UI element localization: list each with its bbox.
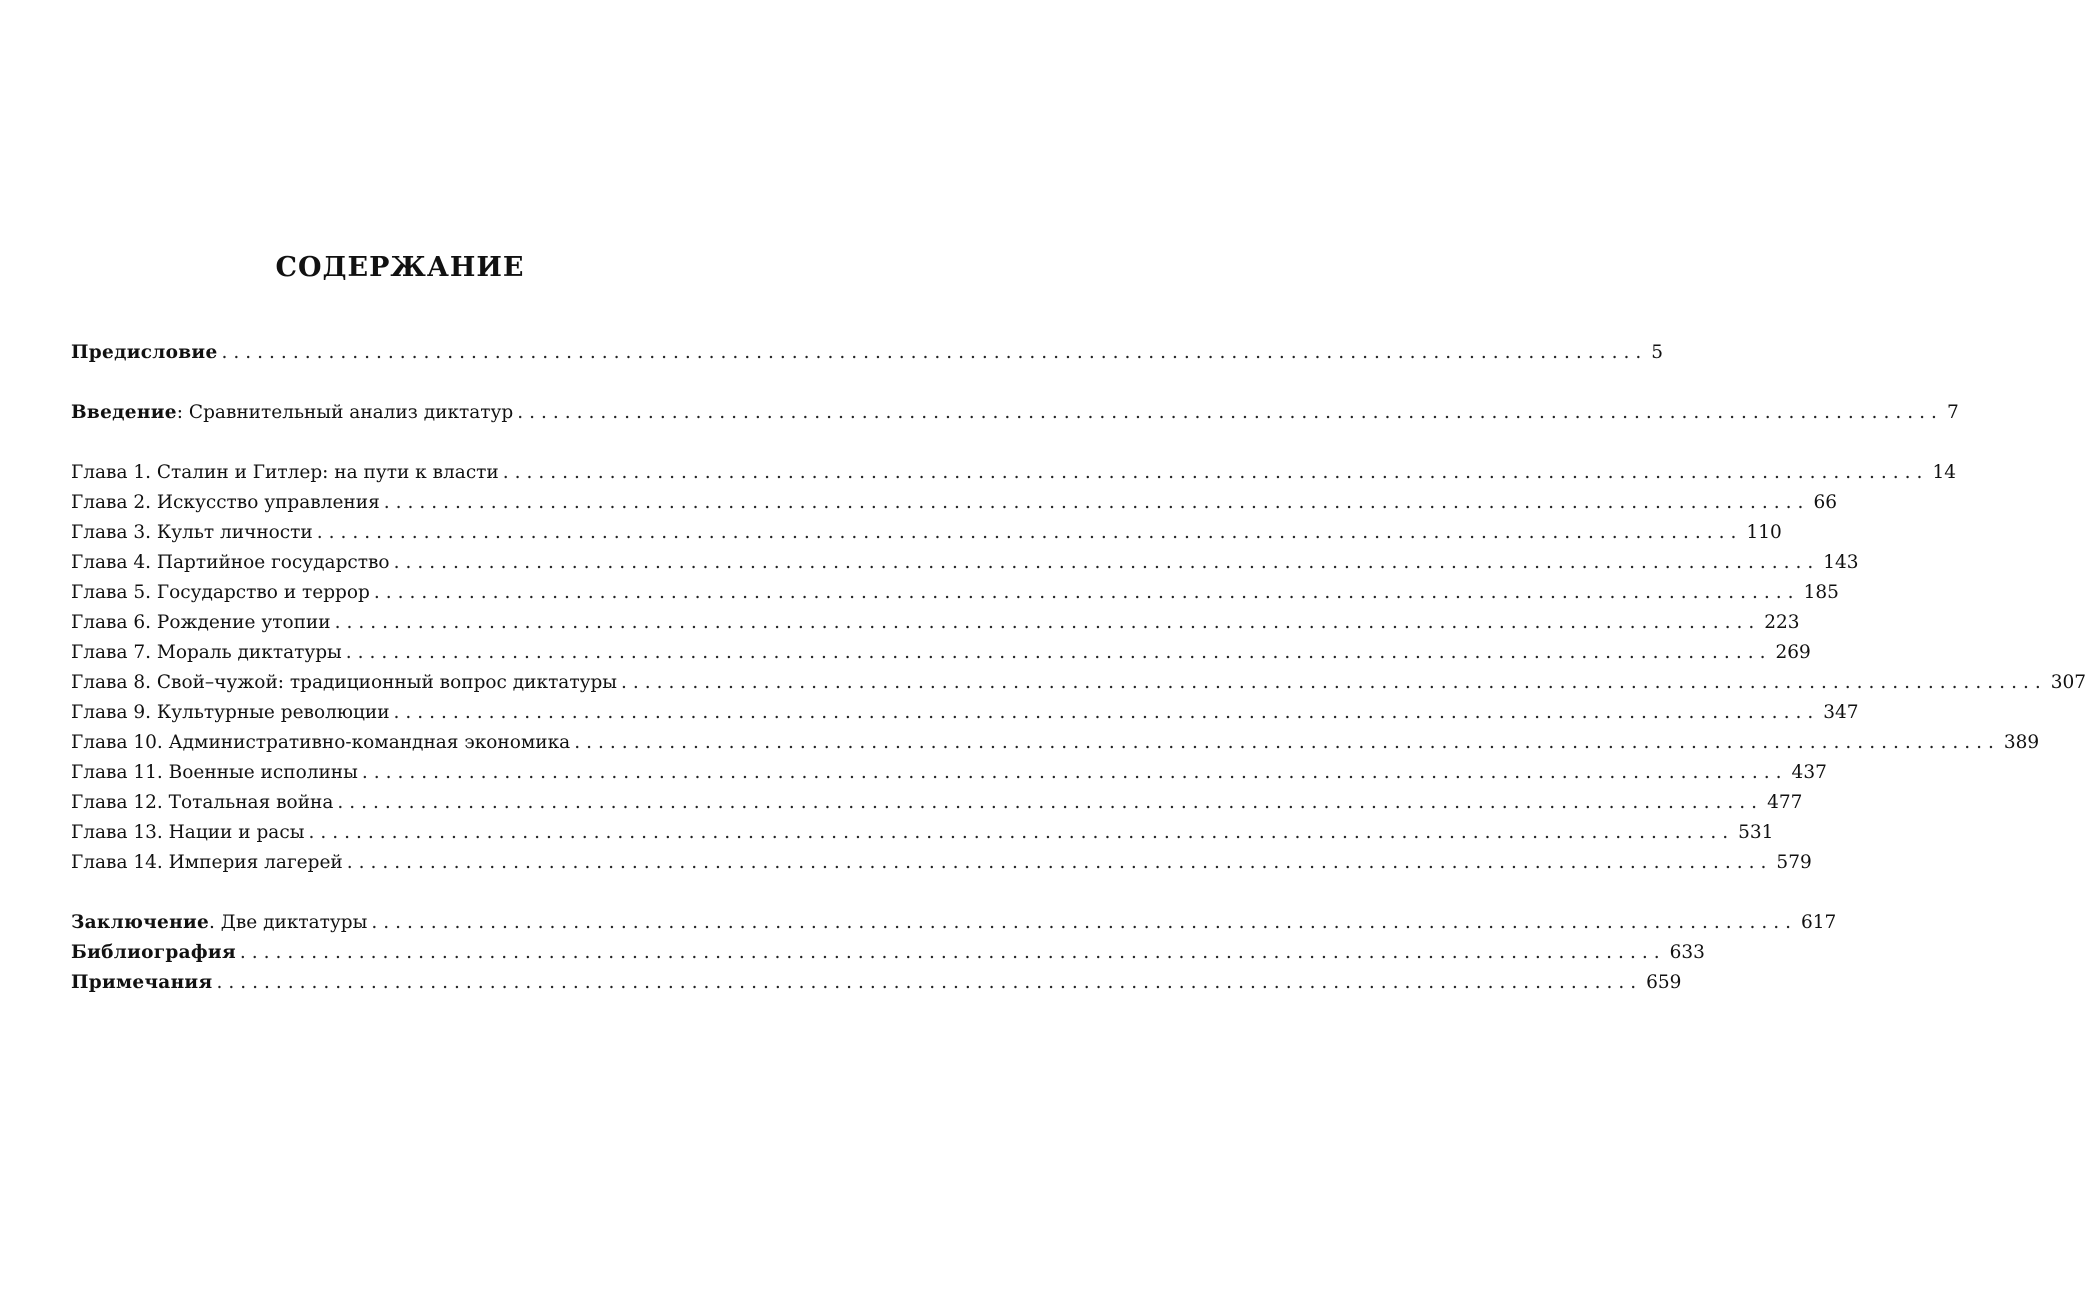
toc-page-number: 633 (1669, 942, 1705, 963)
toc-page-number: 143 (1823, 552, 1859, 573)
toc-entry (71, 849, 1812, 877)
dot-leader: ........................................................................................................................ (345, 642, 1772, 663)
toc-page-number: 14 (1932, 462, 1956, 483)
toc-page-number: 110 (1746, 522, 1782, 543)
toc-entry (71, 399, 1959, 427)
toc-entry-label: Глава 11. Военные исполины (71, 762, 358, 783)
toc-entry-label (71, 339, 218, 367)
toc-entry-bold: Введение (71, 402, 177, 423)
toc-entry-label: Глава 1. Сталин и Гитлер: на пути к власти (71, 462, 499, 483)
toc-entry (71, 759, 1827, 787)
dot-leader: ........................................................................................................................ (316, 522, 1743, 543)
toc-entry-label: Глава 12. Тотальная война (71, 792, 334, 813)
toc-entry (71, 549, 1859, 577)
toc-page-number: 223 (1764, 612, 1800, 633)
toc-page-number: 531 (1738, 822, 1774, 843)
dot-leader: ........................................................................................................................ (361, 762, 1788, 783)
toc-entry-label (71, 909, 367, 937)
toc-entry-text: : Сравнительный анализ диктатур (176, 402, 514, 423)
dot-leader: ........................................................................................................................ (337, 792, 1764, 813)
toc-page-number: 185 (1803, 582, 1839, 603)
toc-entry-bold: Предисловие (71, 342, 218, 363)
dot-leader: ........................................................................................................................ (334, 612, 1761, 633)
toc-entry (71, 939, 1705, 967)
toc-page-number: 659 (1646, 972, 1682, 993)
dot-leader: ........................................................................................................................ (371, 912, 1798, 933)
page-title: СОДЕРЖАНИЕ (275, 252, 525, 283)
toc-entry (71, 819, 1774, 847)
toc-entry-label: Глава 9. Культурные революции (71, 702, 390, 723)
dot-leader: ........................................................................................................................ (517, 402, 1943, 423)
toc-entry-label: Глава 10. Административно-командная экономика (71, 732, 571, 753)
toc-entry (71, 459, 1956, 487)
toc-page-number: 347 (1823, 702, 1859, 723)
toc-entry-label (71, 969, 212, 997)
dot-leader: ........................................................................................................................ (393, 552, 1820, 573)
toc-entry-bold: Примечания (71, 972, 213, 993)
dot-leader: ........................................................................................................................ (346, 852, 1773, 873)
toc-entry-label: Глава 3. Культ личности (71, 522, 313, 543)
toc-page-number: 5 (1651, 342, 1663, 363)
toc-page-number: 269 (1775, 642, 1811, 663)
toc-entry (71, 639, 1811, 667)
toc-entry-label: Глава 13. Нации и расы (71, 822, 305, 843)
toc-page-number: 579 (1776, 852, 1812, 873)
dot-leader: ........................................................................................................................ (308, 822, 1735, 843)
dot-leader: ........................................................................................................................ (221, 342, 1648, 363)
toc-entry-text: . Две диктатуры (209, 912, 368, 933)
toc-entry (71, 339, 1663, 367)
toc-page-number: 389 (2003, 732, 2040, 753)
dot-leader: ........................................................................................................................ (574, 732, 2000, 753)
toc-entry (71, 909, 1837, 937)
toc-entry-label: Глава 6. Рождение утопии (71, 612, 331, 633)
toc-entry-label: Глава 5. Государство и террор (71, 582, 370, 603)
toc-entry-bold: Библиография (71, 942, 236, 963)
toc-page-number: 307 (2050, 672, 2086, 693)
toc-entry (71, 969, 1682, 997)
toc-entry-label: Глава 2. Искусство управления (71, 492, 380, 513)
toc-page-number: 66 (1813, 492, 1837, 513)
toc-page-number: 477 (1767, 792, 1803, 813)
toc-entry-label (71, 399, 513, 427)
toc-entry-label (71, 939, 236, 967)
toc-page-number: 617 (1801, 912, 1837, 933)
toc-entry-bold: Заключение (71, 912, 210, 933)
toc-page-number: 437 (1791, 762, 1827, 783)
dot-leader: ........................................................................................................................ (216, 972, 1643, 993)
toc-entry-label: Глава 7. Мораль диктатуры (71, 642, 342, 663)
dot-leader: ........................................................................................................................ (621, 672, 2047, 693)
toc-entry (71, 729, 2040, 757)
toc-entry (71, 669, 2086, 697)
dot-leader: ........................................................................................................................ (502, 462, 1929, 483)
toc-entry-label: Глава 14. Империя лагерей (71, 852, 343, 873)
toc-entry (71, 699, 1859, 727)
toc-entry-label: Глава 4. Партийное государство (71, 552, 390, 573)
toc-entry (71, 579, 1839, 607)
toc-entry-label: Глава 8. Свой–чужой: традиционный вопрос диктатуры (71, 672, 618, 693)
toc-entry (71, 609, 1800, 637)
toc-entry (71, 519, 1782, 547)
toc-page-number: 7 (1946, 402, 1959, 423)
toc-entry (71, 789, 1803, 817)
toc-entry (71, 489, 1837, 517)
dot-leader: ........................................................................................................................ (239, 942, 1666, 963)
dot-leader: ........................................................................................................................ (383, 492, 1810, 513)
dot-leader: ........................................................................................................................ (393, 702, 1820, 723)
dot-leader: ........................................................................................................................ (373, 582, 1800, 603)
